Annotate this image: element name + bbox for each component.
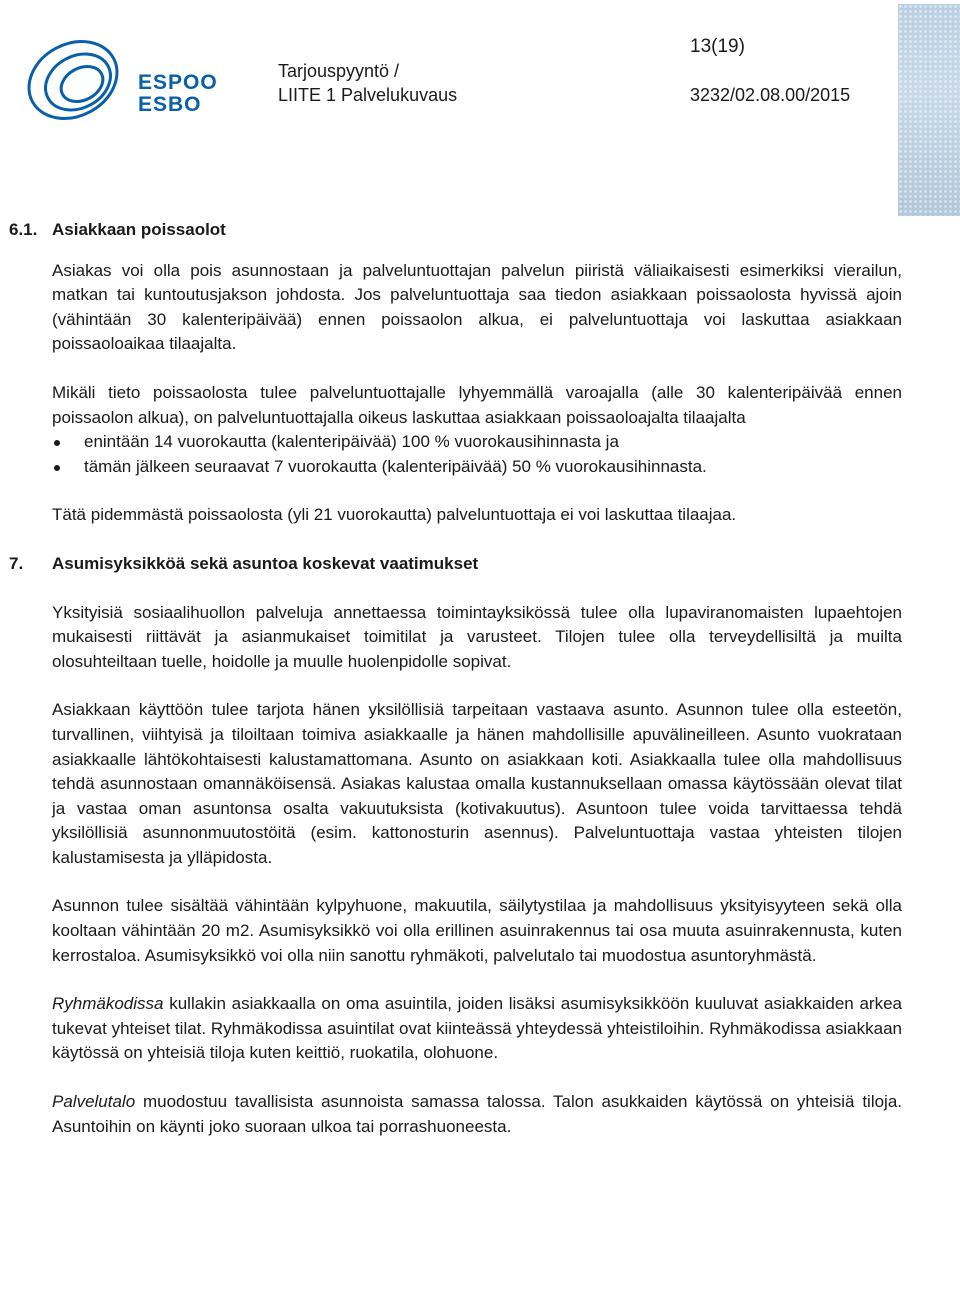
paragraph: Palvelutalo muodostuu tavallisista asunnoista samassa talossa. Talon asukkaiden käytössä on yhteisiä tiloja. Asuntoihin on käynti joko suoraan ulkoa tai porrashuoneesta. [52, 1092, 902, 1136]
term-palvelutalo: Palvelutalo [52, 1092, 136, 1112]
logo-text-esbo: ESBO [138, 93, 202, 116]
espoo-logo-swirl-icon [18, 32, 138, 132]
section-title: Asiakkaan poissaolot [52, 220, 226, 239]
paragraph: Asiakas voi olla pois asunnostaan ja palveluntuottajan palvelun piiristä väliaikaisesti esimerkiksi vierailun, matkan tai kuntoutusjakson johdosta. Jos palveluntuottaja saa tiedon asiakkaan poissaolosta hyvissä ajoin (vähintään 30 kalenteripäivää) ennen poissaolon alkua, ei palveluntuottaja voi laskuttaa asiakkaan poissaoloaikaa tilaajalta. [52, 260, 902, 354]
paragraph: Tätä pidemmästä poissaolosta (yli 21 vuorokautta) palveluntuottaja ei voi laskuttaa tilaajaa. [52, 505, 737, 525]
document-body [9, 218, 902, 1139]
document-subtitle: LIITE 1 Palvelukuvaus [278, 85, 458, 105]
page-number: 13(19) [690, 36, 745, 57]
section-6-1-heading [9, 218, 902, 243]
list-item: tämän jälkeen seuraavat 7 vuorokautta (kalenteripäivää) 50 % vuorokausihinnasta. [52, 455, 902, 480]
paragraph: Asiakkaan käyttöön tulee tarjota hänen yksilöllisiä tarpeitaan vastaava asunto. Asunnon tulee olla esteetön, turvallinen, viihtyisä ja tiloiltaan toimiva asiakkaalle ja hänen mahdollisille apuvälineilleen. Asunto vuokrataan asiakkaalle lähtökohtaisesti kalustamattomana. Asunto on asiakkaan koti. Asiakkaalla tulee olla mahdollisuus tehdä asunnostaan omannäköisensä. Asiakas kalustaa omalla kustannuksellaan omassa käytössään olevat tilat ja vastaa oman asuntonsa osalta vakuutuksista (kotivakuutus). Asuntoon tulee voida tarvittaessa tehdä yksilöllisiä asunnonmuutostöitä (esim. kattonosturin asennus). Palveluntuottaja vastaa yhteisten tilojen kalustamisesta ja ylläpidosta. [52, 700, 902, 867]
paragraph: Mikäli tieto poissaolosta tulee palveluntuottajalle lyhyemmällä varoajalla (alle 30 kalenteripäivää ennen poissaolon alkua), on palveluntuottajalla oikeus laskuttaa asiakkaan poissaoloajalta tilaajalta [52, 382, 902, 427]
paragraph: Asunnon tulee sisältää vähintään kylpyhuone, makuutila, säilytystilaa ja mahdollisuus yksityisyyteen sekä olla kooltaan vähintään 20 m2. Asumisyksikkö voi olla erillinen asuinrakennus tai osa muuta asuinrakennusta, kuten kerrostaloa. Asumisyksikkö voi olla niin sanottu ryhmäkoti, palvelutalo tai muodostua asuntoryhmästä. [52, 896, 902, 965]
bullet-list [52, 430, 902, 479]
espoo-logo [18, 32, 218, 132]
document-title: Tarjouspyyntö / [278, 61, 400, 81]
section-number: 7. [9, 553, 24, 573]
document-reference: 3232/02.08.00/2015 [690, 85, 851, 105]
section-7-heading [9, 552, 902, 577]
list-item: enintään 14 vuorokautta (kalenteripäivää) 100 % vuorokausihinnasta ja [52, 430, 902, 455]
logo-text-espoo: ESPOO [138, 71, 218, 94]
paragraph: Ryhmäkodissa kullakin asiakkaalla on oma asuintila, joiden lisäksi asumisyksikköön kuuluvat asiakkaiden arkea tukevat yhteiset tilat. Ryhmäkodissa asuintilat ovat kiinteässä yhteydessä yhteistiloihin. Ryhmäkodissa asiakkaan käytössä on yhteisiä tiloja kuten keittiö, ruokatila, olohuone. [52, 994, 902, 1063]
section-number: 6.1. [9, 220, 38, 239]
term-ryhmakoti: Ryhmäkodissa [52, 994, 164, 1014]
decorative-corner-pattern [898, 4, 960, 216]
section-title: Asumisyksikköä sekä asuntoa koskevat vaatimukset [52, 553, 479, 573]
paragraph: Yksityisiä sosiaalihuollon palveluja annettaessa toimintayksikössä tulee olla lupaviranomaisten lupaehtojen mukaisesti riittävät ja asianmukaiset toimitilat ja varusteet. Tilojen tulee olla terveydellisiltä ja muilta olosuhteiltaan tuelle, hoidolle ja muulle huolenpidolle sopivat. [52, 602, 902, 671]
